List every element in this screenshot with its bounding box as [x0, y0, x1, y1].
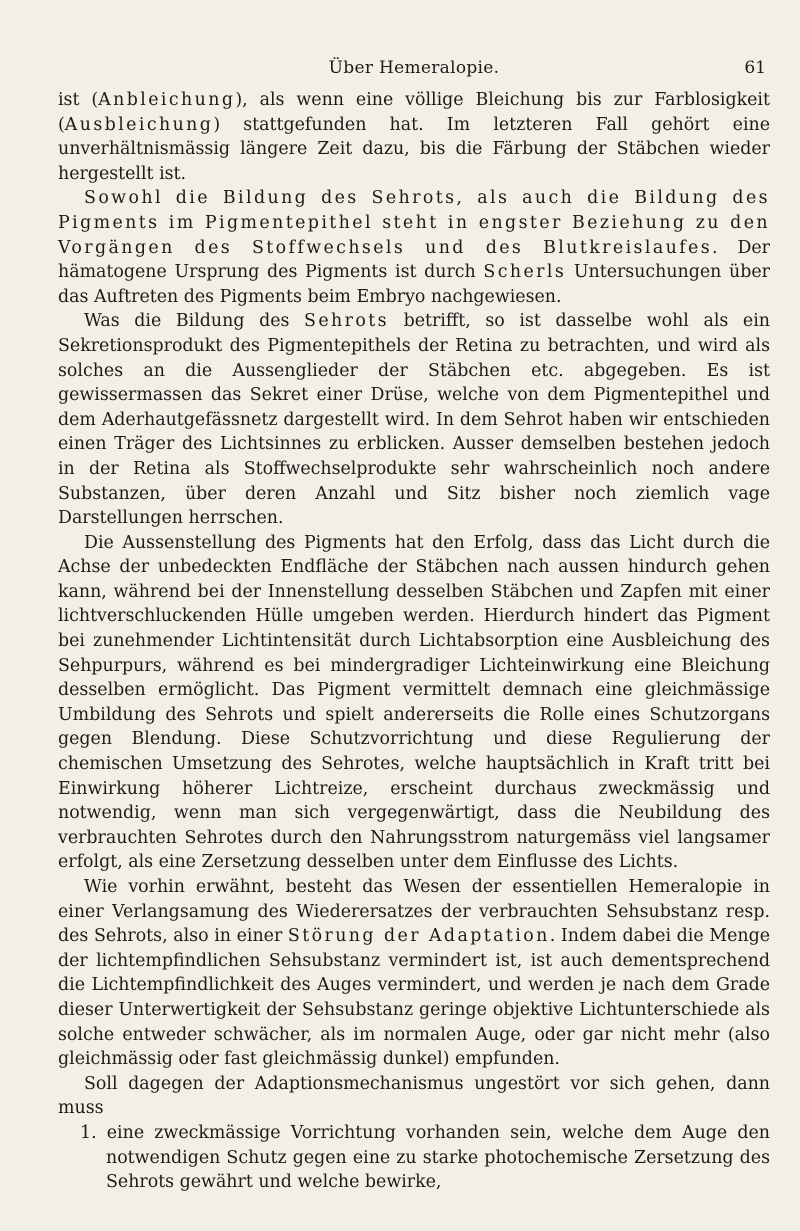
list-text: eine zweckmässige Vorrichtung vorhanden sein, welche dem Auge den notwendigen Schutz gegen eine zu starke photochemische Zersetzung des Sehrots gewährt und welche bewirke, — [106, 1122, 770, 1193]
paragraph-4: Die Aussenstellung des Pigments hat den Erfolg, dass das Licht durch die Achse der unbedeckten Endfläche der Stäbchen nach aussen hindurch gehen kann, während bei der Innenstellung desselben Stäbchen und Zapfen mit einer lichtverschluckenden Hülle umgeben werden. Hierdurch hindert das Pigment bei zunehmender Lichtintensität durch Lichtabsorption eine Ausbleichung des Sehpurpurs, während es bei mindergradiger Lichteinwirkung eine Bleichung desselben ermöglicht. Das Pigment vermittelt demnach eine gleichmässige Umbildung des Sehrots und spielt andererseits die Rolle eines Schutzorgans gegen Blendung. Diese Schutzvorrichtung und diese Regulierung der chemischen Umsetzung des Sehrotes, welche hauptsächlich in Kraft tritt bei Einwirkung höherer Lichtreize, erscheint durchaus zweckmässig und notwendig, wenn man sich vergegenwärtigt, dass die Neubildung des verbrauchten Sehrotes durch den Nahrungsstrom naturgemäss viel langsamer erfolgt, als eine Zersetzung desselben unter dem Einflusse des Lichts. — [58, 532, 770, 873]
paragraph-2: Sowohl die Bildung des Sehrots, als auch die Bildung des Pigments im Pigmentepithel steht in engster Beziehung zu den Vorgängen des Stoffwechsels und des Blutkreislaufes. Der hämatogene Ursprung des Pigments ist durch Scherls Untersuchungen über das Auftreten des Pigments beim Embryo nachgewiesen. — [58, 188, 771, 307]
paragraph-1: ist (Anbleichung), als wenn eine völlige Bleichung bis zur Farblosigkeit (Ausbleichung) stattgefunden hat. Im letzteren Fall gehört eine unverhältnismässig längere Zeit dazu, bis die Färbung der Stäbchen wieder hergestellt ist. — [58, 90, 770, 184]
paragraph-6: Soll dagegen der Adaptionsmechanismus ungestört vor sich gehen, dann muss — [58, 1073, 770, 1119]
page-number: 61 — [744, 58, 766, 78]
emphasized-sentence: Sowohl die Bildung des Sehrots, als auch die Bildung des Pigments im Pigmentepithel steht in engster Beziehung zu den Vorgängen des Stoffwechsels und des Blutkreislaufes. — [58, 188, 770, 258]
page-header — [58, 58, 770, 88]
paragraph-5: Wie vorhin erwähnt, besteht das Wesen der essentiellen Hemeralopie in einer Verlangsamung des Wiederersatzes der verbrauchten Sehsubstanz resp. des Sehrots, also in einer Störung der Adaptation. Indem dabei die Menge der lichtempfindlichen Sehsubstanz vermindert ist, ist auch dementsprechend die Lichtempfindlichkeit des Auges vermindert, und werden je nach dem Grade dieser Unterwertigkeit der Sehsubstanz geringe objektive Lichtunterschiede als solche entweder schwächer, als im normalen Auge, oder gar nicht mehr (also gleichmässig oder fast gleichmässig dunkel) empfunden. — [58, 877, 770, 1070]
paragraph-3: Was die Bildung des Sehrots betrifft, so ist dasselbe wohl als ein Sekretionsprodukt des Pigmentepithels der Retina zu betrachten, und wird als solches an die Aussenglieder der Stäbchen etc. abgegeben. Es ist gewissermassen das Sekret einer Drüse, welche von dem Pigmentepithel und dem Aderhautgefässnetz dargestellt wird. In dem Sehrot haben wir entschieden einen Träger des Lichtsinnes zu erblicken. Ausser demselben bestehen jedoch in der Retina als Stoffwechselprodukte sehr wahrscheinlich noch andere Substanzen, über deren Anzahl und Sitz bisher noch ziemlich vage Darstellungen herrschen. — [58, 311, 770, 529]
spaced-term: Ausbleichung — [64, 114, 214, 135]
spaced-term: Störung der Adaptation — [287, 926, 550, 947]
author-name: Scherls — [483, 262, 567, 283]
list-marker: 1. — [80, 1122, 97, 1143]
running-title: Über Hemeralopie. — [328, 58, 500, 78]
spaced-term: Sehrots — [304, 311, 389, 332]
list-item — [58, 1121, 770, 1195]
book-page — [58, 58, 770, 1195]
body-text — [58, 88, 770, 1195]
spaced-term: Anbleichung — [98, 90, 236, 110]
